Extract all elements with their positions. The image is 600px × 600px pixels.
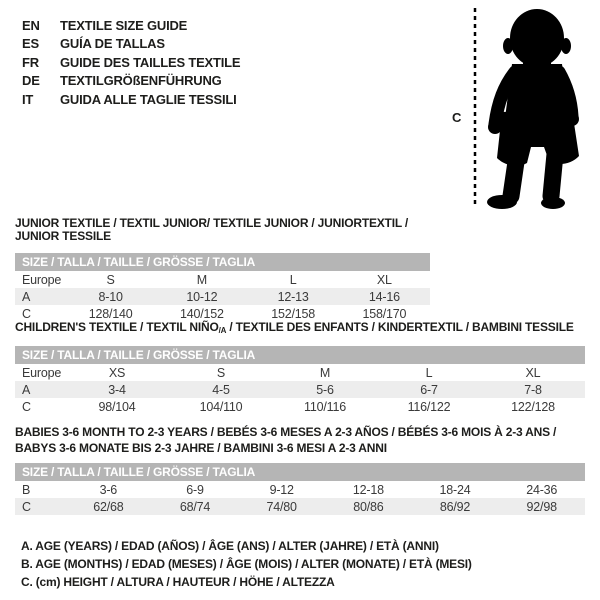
- size-cell: 80/86: [353, 499, 384, 514]
- size-cell: XL: [376, 272, 392, 287]
- size-cell: XS: [108, 365, 126, 380]
- size-cell: 62/68: [93, 499, 124, 514]
- children-textile-table: [15, 321, 585, 415]
- size-cell: 12-18: [352, 482, 384, 497]
- table-row: [15, 288, 430, 305]
- size-cell: 6-9: [186, 482, 204, 497]
- language-list: [22, 16, 240, 109]
- table-row: [15, 498, 585, 515]
- size-cell: L: [289, 272, 297, 287]
- size-cell: 14-16: [368, 289, 400, 304]
- size-cell: 74/80: [266, 499, 297, 514]
- language-label: TEXTILGRÖßENFÜHRUNG: [60, 73, 222, 89]
- title-subscript: /A: [218, 326, 227, 335]
- size-header-band: SIZE / TALLA / TAILLE / GRÖSSE / TAGLIA: [15, 253, 430, 271]
- footnotes: [21, 537, 472, 591]
- size-cell: 68/74: [179, 499, 211, 514]
- table-title: [15, 321, 585, 337]
- size-cell: 86/92: [439, 499, 471, 514]
- language-row-fr: [22, 53, 240, 72]
- junior-textile-table: [15, 217, 430, 322]
- title-part: / TEXTILE DES ENFANTS / KINDERTEXTIL / BAMBINI TESSILE: [226, 320, 574, 334]
- size-cell: 3-4: [108, 382, 126, 397]
- language-label: GUIDE DES TAILLES TEXTILE: [60, 54, 241, 70]
- table-row: [15, 481, 585, 498]
- size-cell: 140/152: [179, 306, 224, 321]
- table-row: [15, 364, 585, 381]
- size-cell: 5-6: [316, 382, 334, 397]
- size-cell: 116/122: [407, 399, 451, 414]
- size-cell: 92/98: [526, 499, 557, 514]
- language-row-es: [22, 35, 240, 54]
- row-label: B: [22, 482, 31, 497]
- language-row-it: [22, 90, 240, 109]
- table-title-line1: BABIES 3-6 MONTH TO 2-3 YEARS / BEBÉS 3-6 MESES A 2-3 AÑOS / BÉBÉS 3-6 MOIS À 2-3 ANS /: [15, 425, 557, 439]
- figure-height-label: C: [452, 110, 462, 125]
- language-label: GUÍA DE TALLAS: [60, 36, 165, 52]
- size-cell: M: [196, 272, 207, 287]
- size-cell: 4-5: [212, 382, 230, 397]
- table-title-line2: BABYS 3-6 MONATE BIS 2-3 JAHRE / BAMBINI 3-6 MESI A 2-3 ANNI: [15, 441, 387, 455]
- language-code: ES: [22, 36, 39, 52]
- size-cell: 10-12: [186, 289, 218, 304]
- language-row-de: [22, 72, 240, 91]
- language-code: DE: [22, 73, 40, 89]
- row-label: C: [22, 399, 31, 414]
- footnote-b: B. AGE (MONTHS) / EDAD (MESES) / ÂGE (MOIS) / ALTER (MONATE) / ETÀ (MESI): [21, 557, 472, 571]
- size-cell: S: [216, 365, 226, 380]
- row-label: A: [22, 382, 31, 397]
- baby-silhouette-icon: [487, 9, 579, 209]
- size-cell: 6-7: [420, 382, 438, 397]
- babies-textile-table: [15, 426, 585, 515]
- table-row: [15, 271, 430, 288]
- table-title: JUNIOR TEXTILE / TEXTIL JUNIOR/ TEXTILE JUNIOR / JUNIORTEXTIL / JUNIOR TESSILE: [15, 216, 409, 243]
- language-label: TEXTILE SIZE GUIDE: [60, 17, 188, 33]
- size-cell: XL: [525, 365, 541, 380]
- row-label: Europe: [22, 272, 62, 287]
- size-cell: L: [425, 365, 433, 380]
- language-label: GUIDA ALLE TAGLIE TESSILI: [60, 91, 237, 107]
- language-code: IT: [22, 91, 34, 107]
- table-row: [15, 398, 585, 415]
- size-cell: 3-6: [99, 482, 118, 497]
- title-part: CHILDREN'S TEXTILE / TEXTIL NIÑO: [15, 320, 219, 334]
- row-label: C: [22, 499, 31, 514]
- row-label: A: [22, 289, 31, 304]
- size-cell: 104/110: [199, 399, 243, 414]
- row-label: C: [22, 306, 31, 321]
- size-cell: 7-8: [524, 382, 542, 397]
- size-cell: 8-10: [98, 289, 123, 304]
- language-row-en: [22, 16, 240, 35]
- row-label: Europe: [22, 365, 62, 380]
- footnote-c: C. (cm) HEIGHT / ALTURA / HAUTEUR / HÖHE / ALTEZZA: [21, 575, 335, 589]
- table-row: [15, 381, 585, 398]
- size-cell: M: [319, 365, 331, 380]
- size-cell: 122/128: [511, 399, 555, 414]
- size-cell: 128/140: [88, 306, 133, 321]
- size-cell: 12-13: [277, 289, 309, 304]
- size-cell: 158/170: [362, 306, 407, 321]
- size-cell: S: [106, 272, 115, 287]
- language-code: FR: [22, 54, 39, 70]
- size-cell: 110/116: [304, 399, 346, 414]
- footnote-a: A. AGE (YEARS) / EDAD (AÑOS) / ÂGE (ANS) / ALTER (JAHRE) / ETÀ (ANNI): [21, 539, 439, 553]
- size-header-band: SIZE / TALLA / TAILLE / GRÖSSE / TAGLIA: [15, 346, 585, 364]
- size-cell: 152/158: [271, 306, 316, 321]
- language-code: EN: [22, 17, 40, 33]
- size-cell: 9-12: [269, 482, 294, 497]
- baby-figure: [440, 0, 600, 220]
- size-cell: 98/104: [98, 399, 136, 414]
- size-cell: 24-36: [526, 482, 558, 497]
- size-header-band: SIZE / TALLA / TAILLE / GRÖSSE / TAGLIA: [15, 463, 585, 481]
- size-cell: 18-24: [439, 482, 471, 497]
